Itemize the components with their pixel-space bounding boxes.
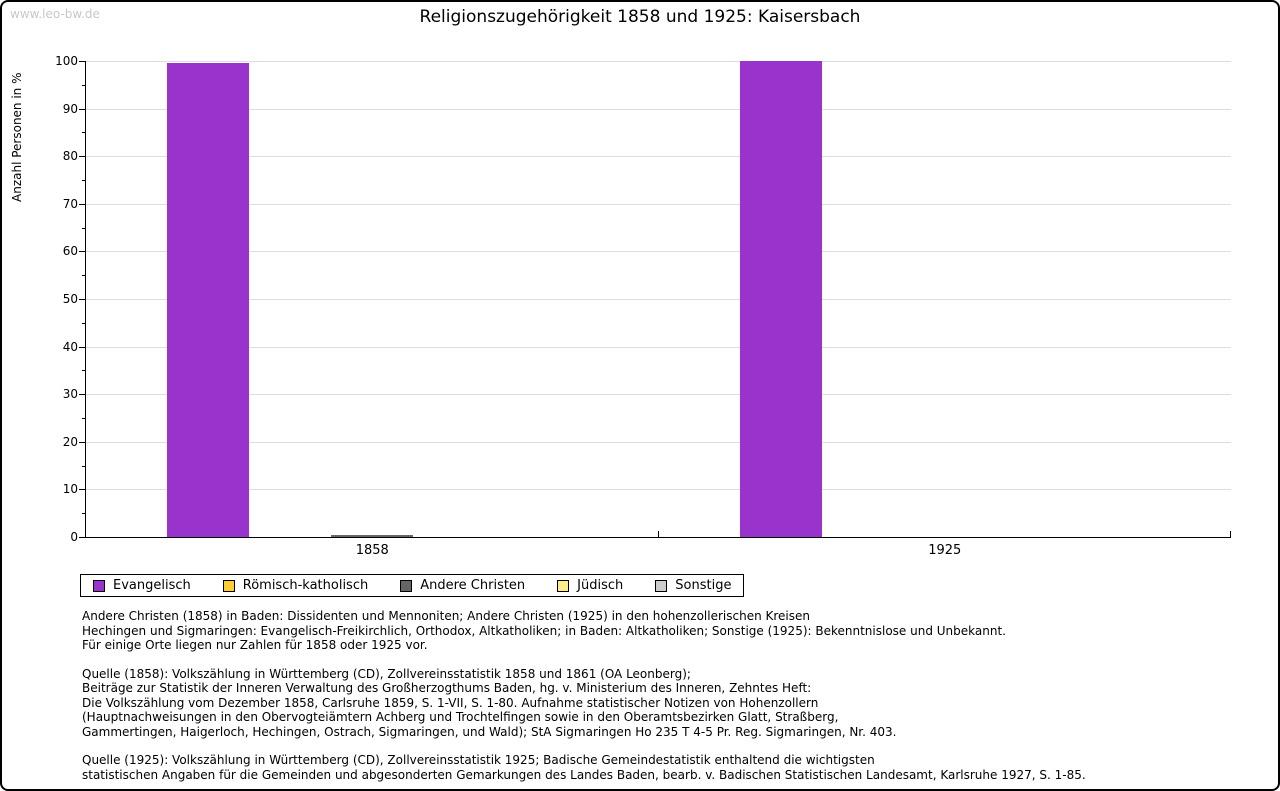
y-tick-major (79, 347, 86, 348)
legend-label: Evangelisch (113, 578, 191, 593)
legend-entry-evangelisch (93, 578, 191, 593)
gridline (86, 489, 1231, 490)
gridline (86, 109, 1231, 110)
footnote-paragraph-3 (82, 753, 1222, 782)
legend-entry-j-disch (557, 578, 623, 593)
y-tick-label: 30 (62, 387, 78, 402)
y-tick-minor (82, 132, 86, 133)
footnote-line: Hechingen und Sigmaringen: Evangelisch-Freikirchlich, Orthodox, Altkatholiken; in Baden: Altkatholiken; Sonstige (1925): Bekenntnislose und Unbekannt. (82, 623, 1006, 638)
y-tick-label: 40 (62, 339, 78, 354)
legend-swatch-sonstige (655, 580, 667, 592)
y-tick-label: 0 (70, 530, 78, 544)
legend (80, 574, 744, 597)
footnote-line: Beiträge zur Statistik der Inneren Verwaltung des Großherzogthums Baden, hg. v. Ministerium des Inneren, Zehntes Heft: (82, 681, 812, 695)
legend-entry-andere-christen (400, 578, 525, 593)
footnote-line: Für einige Orte liegen nur Zahlen für 1858 oder 1925 vor. (82, 638, 428, 652)
x-axis-tick (1230, 531, 1231, 537)
x-tick-label: 1858 (355, 543, 389, 558)
y-tick-minor (82, 275, 86, 276)
y-tick-minor (82, 418, 86, 419)
gridline (86, 299, 1231, 300)
gridline (86, 251, 1231, 252)
y-tick-major (79, 394, 86, 395)
y-tick-label: 50 (62, 292, 78, 306)
y-tick-minor (82, 513, 86, 514)
x-axis-tick (658, 531, 659, 537)
y-tick-major (79, 61, 86, 62)
legend-label: Jüdisch (577, 578, 624, 593)
y-tick-label: 70 (62, 196, 78, 211)
y-tick-major (79, 442, 86, 443)
legend-swatch-r-misch-katholisch (223, 580, 235, 592)
gridline (86, 442, 1231, 443)
legend-entry-r-misch-katholisch (223, 578, 368, 593)
bar-evangelisch-1925 (740, 61, 822, 537)
footnotes (82, 609, 1222, 791)
y-tick-minor (82, 228, 86, 229)
y-tick-label: 20 (62, 434, 78, 449)
legend-label: Römisch-katholisch (242, 578, 369, 593)
footnote-line: Andere Christen (1858) in Baden: Dissidenten und Mennoniten; Andere Christen (1925) in den hohenzollerischen Kreisen (82, 609, 810, 623)
footnote-line: Quelle (1925): Volkszählung in Württemberg (CD), Zollvereinsstatistik 1925; Badische Gemeindestatistik enthaltend die wichtigsten (82, 753, 875, 767)
bar-andere-christen-1858 (331, 535, 413, 537)
gridline (86, 156, 1231, 157)
footnote-paragraph-2 (82, 667, 1222, 740)
y-tick-minor (82, 180, 86, 181)
y-tick-major (79, 489, 86, 490)
y-tick-minor (82, 85, 86, 86)
legend-label: Sonstige (675, 578, 732, 593)
legend-swatch-andere-christen (400, 580, 412, 592)
footnote-line: Gammertingen, Haigerloch, Hechingen, Ostrach, Sigmaringen, und Wald); StA Sigmaringen Ho 235 T 4-5 Pr. Reg. Sigmaringen, Nr. 403. (82, 724, 897, 739)
footnote-line: statistischen Angaben für die Gemeinden und abgesonderten Gemarkungen des Landes Baden, bearb. v. Badischen Statistischen Landesamt, Karlsruhe 1927, S. 1-85. (82, 767, 1086, 782)
gridline (86, 204, 1231, 205)
gridline (86, 61, 1231, 62)
legend-swatch-j-disch (557, 580, 569, 592)
legend-label: Andere Christen (420, 578, 526, 593)
y-tick-label: 10 (62, 482, 78, 497)
y-tick-major (79, 251, 86, 252)
y-tick-major (79, 204, 86, 205)
footnote-line: (Hauptnachweisungen in den Obervogteiämtern Achberg und Trochtelfingen sowie in den Oberamtsbezirken Glatt, Straßberg, (82, 710, 839, 724)
y-tick-label: 80 (62, 149, 78, 164)
y-tick-major (79, 537, 86, 538)
legend-swatch-evangelisch (93, 580, 105, 592)
footnote-paragraph-1 (82, 609, 1222, 653)
gridline (86, 394, 1231, 395)
y-tick-label: 60 (62, 244, 78, 259)
plot-area (55, 54, 1231, 558)
y-tick-major (79, 299, 86, 300)
y-axis-label: Anzahl Personen in % (10, 72, 24, 202)
y-tick-minor (82, 370, 86, 371)
y-tick-major (79, 156, 86, 157)
footnote-line: Quelle (1858): Volkszählung in Württemberg (CD), Zollvereinsstatistik 1858 und 1861 (OA Leonberg); (82, 666, 691, 681)
y-tick-label: 100 (55, 54, 78, 68)
y-tick-label: 90 (62, 101, 78, 116)
footnote-line: Die Volkszählung vom Dezember 1858, Carlsruhe 1859, S. 1-VII, S. 1-80. Aufnahme statistischer Notizen von Hohenzollern (82, 695, 819, 710)
chart-title: Religionszugehörigkeit 1858 und 1925: Kaisersbach (419, 7, 861, 27)
x-tick-label: 1925 (928, 543, 962, 558)
y-tick-minor (82, 323, 86, 324)
y-tick-minor (82, 466, 86, 467)
legend-entry-sonstige (655, 578, 731, 593)
bar-evangelisch-1858 (167, 63, 249, 537)
watermark: www.leo-bw.de (10, 7, 100, 21)
y-tick-major (79, 109, 86, 110)
gridline (86, 347, 1231, 348)
